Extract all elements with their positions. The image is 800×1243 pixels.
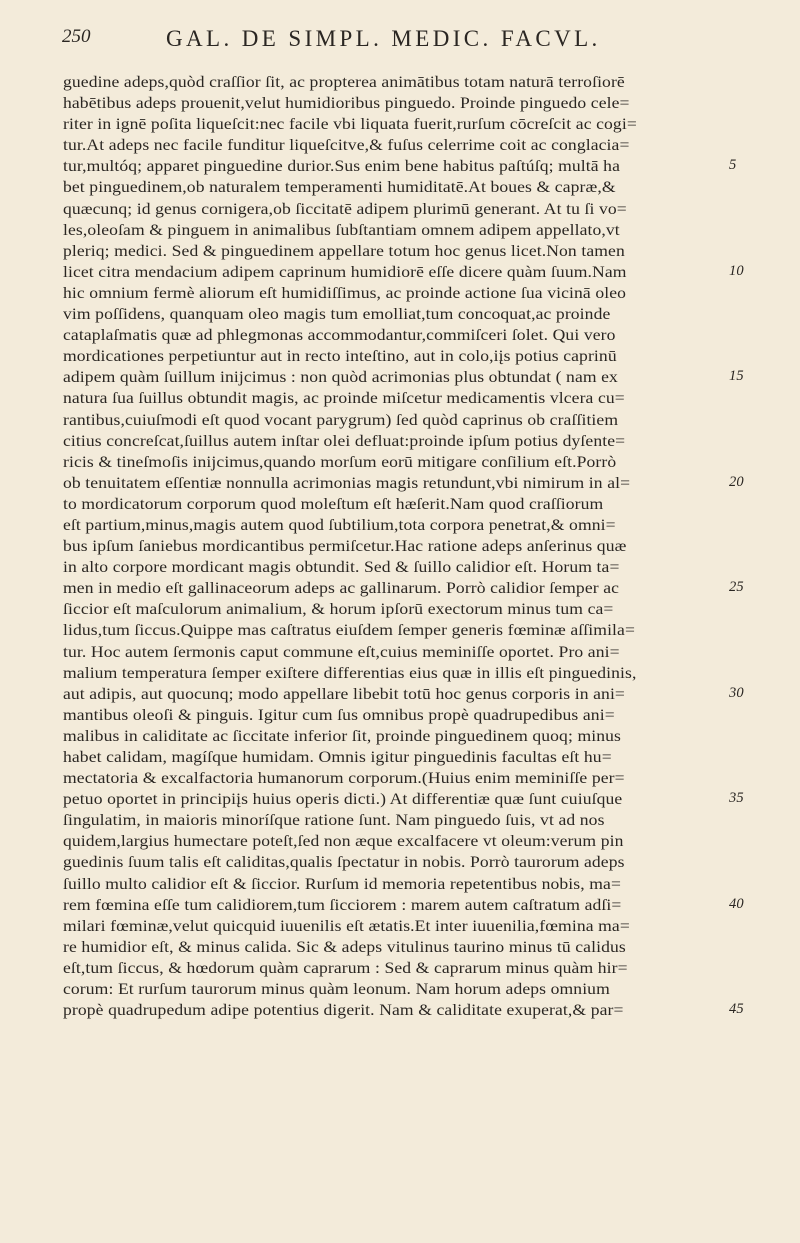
text-line — [63, 282, 763, 303]
text-line — [63, 999, 763, 1020]
text-line — [63, 978, 763, 999]
line-text: re humidior eſt, & minus calida. Sic & adeps vitulinus taurino minus tū calidus — [63, 936, 626, 956]
line-text: petuo oportet in principiįs huius operis dicti.) At differentiæ quæ ſunt cuiuſque — [63, 789, 623, 809]
line-number: 35 — [729, 790, 744, 807]
line-text: ſuillo multo calidior eſt & ſiccior. Rurſum id memoria repetentibus nobis, ma= — [63, 873, 621, 893]
text-line — [63, 345, 763, 366]
text-line — [63, 430, 763, 451]
page-header — [62, 26, 742, 56]
text-line — [63, 788, 763, 809]
line-text: tur,multóq; apparet pinguedine durior.Sus enim bene habitus paſtúſq; multā ha — [63, 156, 621, 176]
line-text: tur.At adeps nec facile funditur liqueſcitve,& fuſus celerrime coit ac conglacia= — [63, 135, 630, 155]
line-text: bus ipſum ſaniebus mordicantibus permiſcetur.Hac ratione adeps anſerinus quæ — [63, 536, 627, 556]
line-text: lidus,tum ſiccus.Quippe mas caſtratus eiuſdem ſemper generis fœminæ aſſimila= — [63, 620, 635, 640]
text-line — [63, 324, 763, 345]
line-number: 45 — [729, 1001, 744, 1018]
text-line — [63, 409, 763, 430]
text-line — [63, 535, 763, 556]
text-line — [63, 71, 763, 92]
text-line — [63, 936, 763, 957]
line-text: malibus in caliditate ac ſiccitate inferior ſit, proinde pinguedinem quoq; minus — [63, 725, 621, 745]
text-line — [63, 493, 763, 514]
line-text: malium temperatura ſemper exiſtere differentias eius quæ in illis eſt pinguedinis, — [63, 662, 637, 682]
line-text: citius concreſcat,ſuillus autem inſtar olei defluat:proinde ipſum potius dyſente= — [63, 430, 626, 450]
line-text: adipem quàm ſuillum inijcimus : non quòd acrimonias plus obtundat ( nam ex — [63, 367, 618, 387]
body-text — [63, 71, 763, 1020]
line-text: propè quadrupedum adipe potentius digerit. Nam & caliditate exuperat,& par= — [63, 1000, 624, 1020]
text-line — [63, 134, 763, 155]
line-text: ob tenuitatem eſſentiæ nonnulla acrimonias magis retundunt,vbi nimirum in al= — [63, 472, 631, 492]
line-text: milari fœminæ,velut quicquid iuuenilis eſt ætatis.Et inter iuuenilia,fœmina ma= — [63, 915, 630, 935]
line-number: 5 — [729, 157, 737, 174]
line-number: 10 — [729, 262, 744, 279]
line-text: men in medio eſt gallinaceorum adeps ac gallinarum. Porrò calidior ſemper ac — [63, 578, 620, 598]
line-text: guedine adeps,quòd craſſior ſit, ac propterea animātibus totam naturā terroſiorē — [63, 72, 625, 91]
line-text: mordicationes perpetiuntur aut in recto inteſtino, aut in colo,iįs potius caprinū — [63, 346, 617, 366]
line-text: cataplaſmatis quæ ad phlegmonas accommodantur,commiſceri ſolet. Qui vero — [63, 325, 616, 345]
line-text: habet calidam, magíſque humidam. Omnis igitur pinguedinis facultas eſt hu= — [63, 747, 612, 766]
text-line — [63, 155, 763, 176]
text-line — [63, 915, 763, 936]
text-line — [63, 198, 763, 219]
line-number: 20 — [729, 473, 744, 490]
line-text: ſiccior eſt maſculorum animalium, & horum ipſorū exectorum minus tum ca= — [63, 599, 614, 619]
line-text: habētibus adeps prouenit,velut humidioribus pinguedo. Proinde pinguedo cele= — [63, 93, 630, 113]
line-text: hic omnium fermè aliorum eſt humidiſſimus, ac proinde actione ſua vicinā oleo — [63, 282, 627, 302]
line-text: vim poſſidens, quanquam oleo magis tum emolliat,tum concoquat,ac proinde — [63, 304, 611, 324]
text-line — [63, 662, 763, 683]
line-text: quidem,largius humectare poteſt,ſed non æque excalfacere vt oleum:verum pin — [63, 831, 624, 851]
line-text: riter in ignē poſita liqueſcit:nec facile vbi liquata fuerit,rurſum cōcreſcit ac cogi= — [63, 114, 637, 134]
text-line — [63, 472, 763, 493]
line-text: rem fœmina eſſe tum calidiorem,tum ſicciorem : marem autem caſtratum adſi= — [63, 894, 622, 914]
text-line — [63, 261, 763, 282]
line-text: ricis & tineſmoſis inijcimus,quando morſum eorū mitigare conſilium eſt.Porrò — [63, 451, 617, 471]
text-line — [63, 894, 763, 915]
text-line — [63, 514, 763, 535]
line-text: guedinis ſuum talis eſt caliditas,qualis ſpectatur in nobis. Porrò taurorum adeps — [63, 852, 625, 872]
text-line — [63, 598, 763, 619]
text-line — [63, 303, 763, 324]
text-line — [63, 176, 763, 197]
text-line — [63, 451, 763, 472]
text-line — [63, 641, 763, 662]
text-line — [63, 92, 763, 113]
line-text: to mordicatorum corporum quod moleſtum eſt hæſerit.Nam quod craſſiorum — [63, 493, 604, 513]
line-text: natura ſua ſuillus obtundit magis, ac proinde miſcetur medicamentis vlcera cu= — [63, 388, 625, 408]
line-text: corum: Et rurſum taurorum minus quàm leonum. Nam horum adeps omnium — [63, 979, 610, 999]
line-text: in alto corpore mordicant magis obtundit. Sed & ſuillo calidior eſt. Horum ta= — [63, 557, 620, 577]
text-line — [63, 830, 763, 851]
text-line — [63, 873, 763, 894]
text-line — [63, 767, 763, 788]
page-number: 250 — [62, 26, 91, 47]
text-line — [63, 725, 763, 746]
line-number: 15 — [729, 368, 744, 385]
line-text: quæcunq; id genus cornigera,ob ſiccitatē adipem plurimū generant. At tu ſi vo= — [63, 198, 627, 218]
text-line — [63, 683, 763, 704]
text-line — [63, 219, 763, 240]
text-line — [63, 113, 763, 134]
text-line — [63, 957, 763, 978]
text-line — [63, 851, 763, 872]
line-text: les,oleoſam & pinguem in animalibus ſubſtantiam omnem adipem appellato,vt — [63, 219, 620, 239]
text-line — [63, 619, 763, 640]
line-text: eſt,tum ſiccus, & hœdorum quàm caprarum : Sed & caprarum minus quàm hir= — [63, 957, 628, 977]
text-line — [63, 809, 763, 830]
running-title: GAL. DE SIMPL. MEDIC. FACVL. — [166, 26, 601, 51]
line-text: ſingulatim, in maioris minoríſque ratione ſunt. Nam pinguedo ſuis, vt ad nos — [63, 810, 605, 830]
line-text: mectatoria & excalfactoria humanorum corporum.(Huius enim meminiſſe per= — [63, 768, 625, 788]
line-text: bet pinguedinem,ob naturalem temperamenti humiditatē.At boues & capræ,& — [63, 177, 616, 197]
text-line — [63, 387, 763, 408]
line-text: pleriq; medici. Sed & pinguedinem appellare totum hoc genus licet.Non tamen — [63, 240, 625, 260]
text-line — [63, 577, 763, 598]
text-line — [63, 240, 763, 261]
line-text: licet citra mendacium adipem caprinum humidiorē eſſe dicere quàm ſuum.Nam — [63, 261, 627, 281]
line-text: mantibus oleoſi & pinguis. Igitur cum ſus omnibus propè quadrupedibus ani= — [63, 704, 615, 724]
text-line — [63, 704, 763, 725]
line-number: 40 — [729, 895, 744, 912]
line-text: eſt partium,minus,magis autem quod ſubtilium,tota corpora penetrat,& omni= — [63, 514, 616, 534]
line-number: 30 — [729, 684, 744, 701]
text-line — [63, 366, 763, 387]
text-line — [63, 746, 763, 767]
line-text: tur. Hoc autem ſermonis caput commune eſt,cuius meminiſſe oportet. Pro ani= — [63, 641, 620, 661]
line-text: rantibus,cuiuſmodi eſt quod vocant parygrum) ſed quòd caprinus ob craſſitiem — [63, 409, 619, 429]
text-line — [63, 556, 763, 577]
line-number: 25 — [729, 579, 744, 596]
line-text: aut adipis, aut quocunq; modo appellare libebit totū hoc genus corporis in ani= — [63, 683, 625, 703]
